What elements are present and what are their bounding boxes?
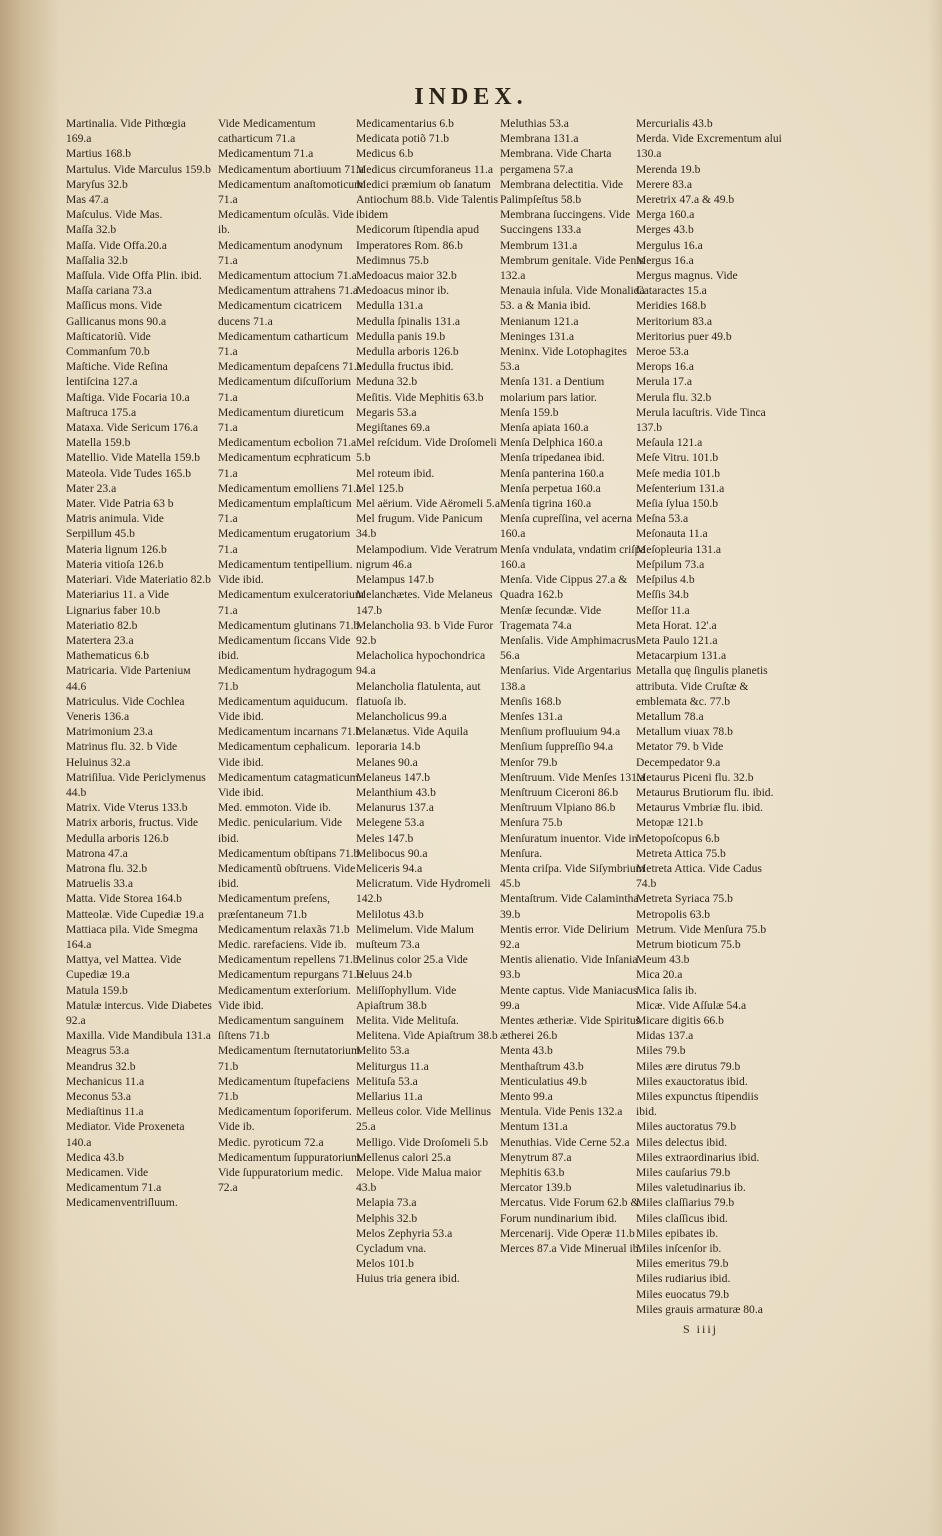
index-entry: Menſura 75.b (500, 816, 563, 830)
index-entry: Meum 43.b (636, 953, 690, 967)
index-entry: Medicamentum catagmaticum. Vide ibid. (218, 770, 362, 799)
index-entry: Meretrix 47.a & 49.b (636, 193, 735, 207)
index-entry: Menuthias. Vide Cerne 52.a (500, 1135, 630, 1149)
index-entry: Maſſula. Vide Offa Plin. ibid. (66, 269, 202, 283)
index-entry: Miles exauctoratus ibid. (636, 1074, 748, 1088)
index-entry: Mergus magnus. Vide Cataractes 15.a (636, 269, 738, 298)
index-entry: Melancholia flatulenta, aut flatuoſa ib. (356, 679, 481, 708)
index-entry: Melleus color. Vide Mellinus 25.a (356, 1105, 491, 1134)
index-entry: Meſpilum 73.a (636, 557, 705, 571)
index-entry: Melitena. Vide Apiaſtrum 38.b (356, 1029, 498, 1043)
index-entry: Miles inſcenſor ib. (636, 1242, 722, 1256)
index-entry: Meſe media 101.b (636, 466, 721, 480)
index-entry: Melimelum. Vide Malum muſteum 73.a (356, 922, 474, 951)
index-entry: Menta 43.b (500, 1044, 553, 1058)
index-entry: Mephitis 63.b (500, 1166, 565, 1180)
index-entry: Menticulatius 49.b (500, 1074, 587, 1088)
index-entry: Meluthias 53.a (500, 117, 569, 130)
index-entry: Miles auctoratus 79.b (636, 1120, 737, 1134)
index-entry: Melphis 32.b (356, 1211, 418, 1225)
index-entry: Mediaſtinus 11.a (66, 1105, 144, 1119)
index-entry: Medicamentum ſternutatorium 71.b (218, 1044, 360, 1073)
index-entry: Mel roteum ibid. (356, 466, 435, 480)
index-entry: Mercatus. Vide Forum 62.b & Forum nundinarium ibid. (500, 1196, 640, 1225)
index-entry: Medicamentum emplaſticum 71.a (218, 497, 352, 526)
index-entry: Materia vitioſa 126.b (66, 557, 164, 571)
index-entry: Melilotus 43.b (356, 907, 424, 921)
index-entry: Mergus 16.a (636, 253, 694, 267)
index-entry: Matella 159.b (66, 436, 131, 450)
index-entry: Matta. Vide Storea 164.b (66, 892, 182, 906)
index-entry: Medicamentum cephalicum. Vide ibid. (218, 740, 350, 769)
index-entry: Medicamentum cicatricem ducens 71.a (218, 299, 342, 328)
index-entry: Mateola. Vide Tudes 165.b (66, 466, 192, 480)
index-entry: Menſa panterina 160.a (500, 466, 604, 480)
index-entry: Melicratum. Vide Hydromeli 142.b (356, 877, 491, 906)
index-entry: Medicamentum ſtupefaciens 71.b (218, 1074, 350, 1103)
index-entry: Menſæ ſecundæ. Vide Tragemata 74.a (500, 603, 602, 632)
index-entry: Menſtruum Ciceroni 86.b (500, 785, 619, 799)
index-entry: Metacarpium 131.a (636, 649, 727, 663)
index-entry: Melampodium. Vide Veratrum nigrum 46.a (356, 542, 498, 571)
index-entry: Melacholica hypochondrica 94.a (356, 649, 486, 678)
index-entry: Melito 53.a (356, 1044, 410, 1058)
index-entry: Martinalia. Vide Pithœgia 169.a (66, 117, 186, 146)
index-entry: Miles euocatus 79.b (636, 1287, 730, 1301)
index-entry: Medicamentum attrahens 71.a (218, 284, 359, 298)
index-entry: Mattiaca pila. Vide Smegma 164.a (66, 922, 198, 951)
index-entry: Metreta Syriaca 75.b (636, 892, 733, 906)
index-entry: Meandrus 32.b (66, 1059, 136, 1073)
index-entry: Merops 16.a (636, 360, 694, 374)
index-entry: Metaurus Vmbriæ flu. ibid. (636, 801, 763, 815)
index-entry: Med. emmoton. Vide ib. (218, 801, 332, 815)
index-entry: Melanthium 43.b (356, 785, 436, 799)
index-entry: Mercurialis 43.b (636, 117, 713, 130)
index-entry: Medicus 6.b (356, 147, 414, 161)
index-entry: Matertera 23.a (66, 633, 134, 647)
index-entry: Miles expunctus ſtipendiis ibid. (636, 1090, 759, 1119)
index-entry: Medicamentum hydragogum 71.b (218, 664, 353, 693)
index-entry: Melegene 53.a (356, 816, 425, 830)
index-entry: Medicamentum depaſcens 71.a (218, 360, 362, 374)
index-entry: Medicus circumforaneus 11.a (356, 162, 494, 176)
index-entry: Menſtruum Vlpiano 86.b (500, 801, 616, 815)
index-entry: Matrinus flu. 32. b Vide Heluinus 32.a (66, 740, 178, 769)
index-entry: Medicamentum abortiuum 71.a (218, 162, 364, 176)
index-entry: Medicamentum obſtipans 71.b (218, 846, 360, 860)
index-entry: Medulla fructus ibid. (356, 360, 454, 374)
index-entry: Maſtiche. Vide Reſina lentiſcina 127.a (66, 360, 168, 389)
index-entry: Metopoſcopus 6.b (636, 831, 720, 845)
index-entry: Miles cauſarius 79.b (636, 1166, 731, 1180)
index-entry: Melita. Vide Melituſa. (356, 1013, 459, 1027)
index-entry: Melancholicus 99.a (356, 709, 447, 723)
index-entry: Medicamentum exulceratorium 71.a (218, 588, 364, 617)
index-entry: Menſa 131. a Dentium molarium pars latior. (500, 375, 605, 404)
index-entry: Membrum genitale. Vide Penis 132.a (500, 253, 644, 283)
index-entry: Membrana ſuccingens. Vide Succingens 133.a (500, 208, 631, 237)
index-entry: Melaneus 147.b (356, 770, 431, 784)
index-entry: Maſſa. Vide Offa.20.a (66, 238, 167, 252)
index-entry: Medic. penicularium. Vide ibid. (218, 816, 343, 845)
index-entry: Maſtruca 175.a (66, 405, 137, 419)
index-entry: Meſenterium 131.a (636, 481, 725, 495)
index-entry: Mentaſtrum. Vide Calamintha 39.b (500, 892, 639, 921)
index-entry: Meninges 131.a (500, 329, 575, 343)
index-entry: Menſa 159.b (500, 405, 559, 419)
index-entry: Medicamentũ obſtruens. Vide ibid. (218, 861, 356, 891)
index-entry: Meles 147.b (356, 831, 414, 845)
index-entry: Matriculus. Vide Cochlea Veneris 136.a (66, 694, 185, 723)
index-entry: Medicamentum tentipellium. Vide ibid. (218, 557, 353, 587)
index-entry: Mathematicus 6.b (66, 649, 150, 663)
index-column-3 (356, 116, 502, 1287)
index-entry: Merere 83.a (636, 177, 693, 191)
index-entry: Maſſa 32.b (66, 223, 117, 237)
index-entry: Maryſus 32.b (66, 177, 128, 191)
index-entry: Metopæ 121.b (636, 816, 703, 830)
index-entry: Huius tria genera ibid. (356, 1272, 460, 1286)
index-entry: Meſſis 34.b (636, 588, 689, 602)
index-entry: Medulla 131.a (356, 299, 423, 313)
index-entry: Metaurus Brutiorum flu. ibid. (636, 785, 774, 799)
index-entry: Matruelis 33.a (66, 877, 133, 891)
index-column-4 (500, 116, 646, 1256)
index-entry: Meritorius puer 49.b (636, 329, 732, 343)
index-entry: Membrana. Vide Charta pergamena 57.a (500, 147, 612, 176)
index-entry: Menſuratum inuentor. Vide in Menſura. (500, 831, 638, 860)
index-entry: Micare digitis 66.b (636, 1013, 724, 1027)
index-entry: Medici præmium ob ſanatum Antiochum 88.b. Vide Talentis ibidem (356, 177, 499, 222)
index-entry: Miles ære dirutus 79.b (636, 1059, 741, 1073)
index-entry: Mercator 139.b (500, 1181, 572, 1195)
index-entry: Melos 101.b (356, 1257, 414, 1271)
index-entry: Maſſalia 32.b (66, 253, 128, 267)
index-entry: Medicamentum ſoporiferum. Vide ib. (218, 1105, 352, 1134)
index-entry: Mel reſcidum. Vide Droſomeli 5.b (356, 436, 497, 465)
index-entry: Merenda 19.b (636, 162, 701, 176)
index-entry: Melanurus 137.a (356, 801, 434, 815)
index-entry: Melapia 73.a (356, 1196, 417, 1210)
index-entry: Mente captus. Vide Maniacus 99.a (500, 983, 638, 1012)
index-entry: Mica ſalis ib. (636, 983, 697, 997)
index-entry: Meſna 53.a (636, 512, 689, 526)
index-entry: Medulla ſpinalis 131.a (356, 314, 461, 328)
index-entry: Matricaria. Vide Parteniuм 44.6 (66, 664, 191, 693)
index-entry: Medicamentum anaſtomoticum 71.a (218, 177, 364, 207)
index-entry: Meſopleuria 131.a (636, 542, 721, 556)
index-entry: Menta criſpa. Vide Siſymbrium 45.b (500, 861, 645, 891)
index-entry: Medicamentum ecbolion 71.a (218, 436, 357, 450)
index-entry: Medicamentum 71.a (218, 147, 314, 161)
index-entry: Melligo. Vide Droſomeli 5.b (356, 1135, 489, 1149)
index-entry: Medicamenventriſluum. (66, 1196, 178, 1210)
index-entry: Meritorium 83.a (636, 314, 712, 328)
index-entry: Medicamentarius 6.b (356, 117, 454, 130)
index-entry: Mattya, vel Mattea. Vide Cupediæ 19.a (66, 953, 182, 982)
index-entry: Matrix arboris, fructus. Vide Medulla arboris 126.b (66, 816, 199, 845)
index-entry: Menſa vndulata, vndatim criſpa 160.a (500, 542, 646, 571)
index-entry: Membrana 131.a (500, 132, 579, 146)
gutter-shadow (0, 0, 60, 1536)
index-entry: Metaurus Piceni flu. 32.b (636, 770, 754, 784)
index-entry: Merula lacuſtris. Vide Tinca 137.b (636, 405, 766, 435)
index-entry: Micæ. Vide Aſſulæ 54.a (636, 998, 747, 1012)
index-entry: Matrona flu. 32.b (66, 861, 148, 875)
index-entry: Medicamentum ſuppuratorium. Vide ſuppuratorium medic. 72.a (218, 1150, 363, 1195)
index-entry: Mediator. Vide Proxeneta 140.a (66, 1120, 185, 1149)
index-entry: Menſis 168.b (500, 694, 562, 708)
index-entry: Medulla panis 19.b (356, 329, 446, 343)
index-entry: Meridies 168.b (636, 299, 707, 313)
index-entry: Menſa apiata 160.a (500, 421, 589, 435)
index-entry: Medica 43.b (66, 1150, 124, 1164)
index-entry: Merda. Vide Excrementum alui 130.a (636, 132, 782, 161)
index-entry: Mercenarij. Vide Operæ 11.b (500, 1226, 635, 1240)
index-entry: Martius 168.b (66, 147, 132, 161)
index-entry: Medicamentum repurgans 71.b (218, 968, 363, 982)
index-entry: Medicamentum repellens 71.b (218, 953, 359, 967)
index-entry: Metallum viuax 78.b (636, 725, 733, 739)
index-entry: Miles delectus ibid. (636, 1135, 728, 1149)
index-entry: Meta Horat. 12'.a (636, 618, 717, 632)
index-entry: Maſſicus mons. Vide Gallicanus mons 90.a (66, 299, 167, 328)
index-entry: Menſarius. Vide Argentarius 138.a (500, 664, 632, 693)
index-entry: Metrum. Vide Menſura 75.b (636, 922, 767, 936)
index-column-5 (636, 116, 782, 1317)
index-entry: Megiſtanes 69.a (356, 421, 431, 435)
index-entry: Mentum 131.a (500, 1120, 568, 1134)
index-entry: Midas 137.a (636, 1029, 694, 1043)
index-entry: Membrana delectitia. Vide Palimpſeſtus 58.b (500, 177, 624, 207)
index-entry: Metalla quę ſingulis planetis attributa. Vide Cruſtæ & emblemata &c. 77.b (636, 664, 768, 708)
index-entry: Miles epibates ib. (636, 1226, 719, 1240)
index-entry: Metallum 78.a (636, 709, 704, 723)
index-entry: Medicamentum incarnans 71.b (218, 725, 362, 739)
index-entry: Menianum 121.a (500, 314, 579, 328)
index-entry: Matteolæ. Vide Cupediæ 19.a (66, 907, 204, 921)
index-entry: Merula 17.a (636, 375, 693, 389)
index-entry: Medicamentum diſcuſſorium 71.a (218, 375, 351, 404)
index-entry: Matriſilua. Vide Periclymenus 44.b (66, 770, 206, 799)
index-entry: Miles claſſiarius 79.b (636, 1196, 735, 1210)
index-entry: Membrum 131.a (500, 238, 578, 252)
index-entry: Materiatio 82.b (66, 618, 138, 632)
index-entry: Matrona 47.a (66, 846, 128, 860)
index-entry: Medicamentum diureticum 71.a (218, 405, 344, 435)
index-entry: Materia lignum 126.b (66, 542, 167, 556)
index-entry: Melanætus. Vide Aquila leporaria 14.b (356, 725, 469, 754)
index-entry: Mellarius 11.a (356, 1090, 423, 1103)
index-entry: Medicamen. Vide Medicamentum 71.a (66, 1166, 162, 1195)
index-entry: Matellio. Vide Matella 159.b (66, 451, 201, 465)
index-entry: Mater 23.a (66, 481, 117, 495)
index-entry: Mater. Vide Patria 63 b (66, 497, 174, 511)
index-entry: Melituſa 53.a (356, 1074, 418, 1088)
index-entry: Meſpilus 4.b (636, 573, 695, 587)
index-column-2 (218, 116, 364, 1195)
index-entry: Medicamentum oſculãs. Vide ib. (218, 208, 354, 237)
index-entry: Merces 87.a Vide Minerual ib. (500, 1242, 642, 1256)
index-column-1 (66, 116, 212, 1211)
index-entry: Medicamentum anodynum 71.a (218, 238, 343, 267)
index-entry: Medicamentum catharticum 71.a (218, 329, 349, 359)
index-entry: Miles extraordinarius ibid. (636, 1150, 760, 1164)
index-entry: Melinus color 25.a Vide Heluus 24.b (356, 953, 468, 982)
index-entry: Megaris 53.a (356, 405, 417, 419)
index-entry: Meſitis. Vide Mephitis 63.b (356, 390, 484, 404)
index-entry: Medicamentum ſiccans Vide ibid. (218, 633, 351, 663)
index-entry: Mas 47.a (66, 193, 109, 207)
index-entry: Mica 20.a (636, 968, 683, 982)
index-entry: Mel 125.b (356, 481, 404, 495)
index-entry: Menſa Delphica 160.a (500, 436, 603, 450)
index-entry: Meſaula 121.a (636, 436, 703, 450)
index-entry: Mechanicus 11.a (66, 1074, 145, 1088)
index-entry: Miles claſſicus ibid. (636, 1211, 728, 1225)
index-entry: Materiari. Vide Materiatio 82.b (66, 573, 211, 587)
index-entry: Miles emeritus 79.b (636, 1257, 729, 1271)
index-entry: Miles valetudinarius ib. (636, 1181, 746, 1195)
index-entry: Menſa perpetua 160.a (500, 481, 601, 495)
index-entry: Menſium ſuppreſſio 94.a (500, 740, 614, 754)
index-entry: Mento 99.a (500, 1090, 553, 1103)
index-entry: Menſalis. Vide Amphimacrus 56.a (500, 633, 636, 663)
index-entry: Menthaſtrum 43.b (500, 1059, 584, 1073)
index-entry: Menſa tigrina 160.a (500, 497, 592, 511)
index-entry: Medoacus maior 32.b (356, 269, 457, 283)
index-entry: Mel frugum. Vide Panicum 34.b (356, 512, 483, 541)
index-entry: Medicorum ſtipendia apud Imperatores Rom. 86.b (356, 223, 479, 252)
index-entry: Maſtiga. Vide Focaria 10.a (66, 390, 190, 404)
index-entry: Menſa. Vide Cippus 27.a & Quadra 162.b (500, 573, 628, 602)
index-entry: Meſſor 11.a (636, 603, 690, 617)
index-entry: Metropolis 63.b (636, 907, 711, 921)
index-entry: Medicamentum sanguinem ſiſtens 71.b (218, 1013, 344, 1043)
index-entry: Medicamentum exterſorium. Vide ibid. (218, 983, 351, 1012)
index-entry: Mataxa. Vide Sericum 176.a (66, 421, 199, 435)
index-entry: Medic. rarefaciens. Vide ib. (218, 937, 347, 951)
index-entry: Miles 79.b (636, 1044, 686, 1058)
index-entry: Medicamentum emolliens 71.a (218, 481, 362, 495)
page-title: INDEX. (414, 84, 528, 110)
index-entry: Mergulus 16.a (636, 238, 703, 252)
index-entry: Meroe 53.a (636, 345, 689, 359)
index-entry: Meſe Vitru. 101.b (636, 451, 719, 465)
index-entry: Meſonauta 11.a (636, 527, 708, 541)
index-entry: Mentes ætheriæ. Vide Spiritus ætherei 26.b (500, 1013, 641, 1043)
index-entry: Matrix. Vide Vterus 133.b (66, 801, 188, 815)
index-entry: Medicamentum attocium 71.a (218, 269, 357, 283)
index-entry: Menſes 131.a (500, 709, 563, 723)
index-entry: Melanes 90.a (356, 755, 418, 769)
index-entry: Meconus 53.a (66, 1090, 132, 1103)
index-entry: Mentis error. Vide Delirium 92.a (500, 922, 630, 951)
index-entry: Matris animula. Vide Serpillum 45.b (66, 512, 164, 541)
index-entry: Melibocus 90.a (356, 846, 428, 860)
index-entry: Meta Paulo 121.a (636, 633, 718, 647)
index-entry: Melampus 147.b (356, 573, 434, 587)
index-entry: Meduna 32.b (356, 375, 418, 389)
index-entry: Menſa tripedanea ibid. (500, 451, 605, 465)
index-entry: Melanchætes. Vide Melaneus 147.b (356, 588, 493, 617)
index-entry: Metator 79. b Vide Decempedator 9.a (636, 740, 724, 769)
index-entry: Metreta Attica 75.b (636, 846, 726, 860)
page-edge (928, 0, 942, 1536)
index-entry: Meninx. Vide Lotophagites 53.a (500, 345, 627, 374)
signature-mark: S iiij (683, 1322, 719, 1336)
index-entry: Medicamentum preſens, præſentaneum 71.b (218, 892, 331, 921)
index-entry: Medulla arboris 126.b (356, 345, 459, 359)
index-entry: Meliſſophyllum. Vide Apiaſtrum 38.b (356, 983, 457, 1012)
index-entry: Miles rudiarius ibid. (636, 1272, 731, 1286)
index-entry: Mentis alienatio. Vide Inſania 93.b (500, 953, 638, 982)
index-entry: Menſor 79.b (500, 755, 558, 769)
index-entry: Medoacus minor ib. (356, 284, 450, 298)
index-entry: Melope. Vide Malua maior 43.b (356, 1166, 482, 1195)
index-entry: Maſſa cariana 73.a (66, 284, 152, 298)
index-entry: Medimnus 75.b (356, 253, 429, 267)
index-entry: Meſia ſylua 150.b (636, 497, 719, 511)
index-entry: Medic. pyroticum 72.a (218, 1135, 324, 1149)
index-entry: Melancholia 93. b Vide Furor 92.b (356, 618, 494, 647)
index-entry: Maſculus. Vide Mas. (66, 208, 163, 222)
index-entry: Merga 160.a (636, 208, 695, 222)
index-entry: Metreta Attica. Vide Cadus 74.b (636, 861, 762, 891)
index-entry: Medicata potiõ 71.b (356, 132, 450, 146)
index-entry: Martulus. Vide Marculus 159.b (66, 162, 211, 176)
index-entry: Medicamentum aquiducum. Vide ibid. (218, 694, 349, 723)
index-entry: Medicamentum glutinans 71.b (218, 618, 360, 632)
index-entry: Menauia inſula. Vide Monalida 53. a & Mania ibid. (500, 284, 645, 313)
index-entry: Menſium profluuium 94.a (500, 725, 621, 739)
index-entry: Merula flu. 32.b (636, 390, 712, 404)
index-entry: Menytrum 87.a (500, 1150, 572, 1164)
index-entry: Medicamentum relaxãs 71.b (218, 922, 350, 936)
index-entry: Meliceris 94.a (356, 861, 423, 875)
index-entry: Maſticatoriũ. Vide Commanſum 70.b (66, 329, 151, 359)
index-entry: Metrum bioticum 75.b (636, 937, 741, 951)
index-entry: Maxilla. Vide Mandibula 131.a (66, 1029, 211, 1043)
index-entry: Mellenus calori 25.a (356, 1150, 451, 1164)
index-entry: Menſa cupreſſina, vel acerna 160.a (500, 512, 632, 541)
index-entry: Meagrus 53.a (66, 1044, 130, 1058)
index-entry: Meliturgus 11.a (356, 1059, 429, 1073)
index-entry: Menſtruum. Vide Menſes 131.a (500, 770, 645, 784)
index-entry: Miles grauis armaturæ 80.a (636, 1302, 763, 1316)
index-entry: Merges 43.b (636, 223, 694, 237)
index-entry: Materiarius 11. a Vide Lignarius faber 10.b (66, 588, 169, 617)
index-entry: Matula 159.b (66, 983, 128, 997)
index-entry: Matrimonium 23.a (66, 725, 153, 739)
index-entry: Mel aërium. Vide Aëromeli 5.a (356, 497, 500, 511)
index-entry: Mentula. Vide Penis 132.a (500, 1105, 623, 1119)
index-entry: Medicamentum ecphraticum 71.a (218, 451, 351, 480)
index-entry: Vide Medicamentum catharticum 71.a (218, 117, 316, 146)
index-entry: Melos Zephyria 53.a Cycladum vna. (356, 1226, 453, 1256)
index-entry: Medicamentum erugatorium 71.a (218, 527, 351, 556)
index-entry: Matulæ intercus. Vide Diabetes 92.a (66, 998, 212, 1027)
